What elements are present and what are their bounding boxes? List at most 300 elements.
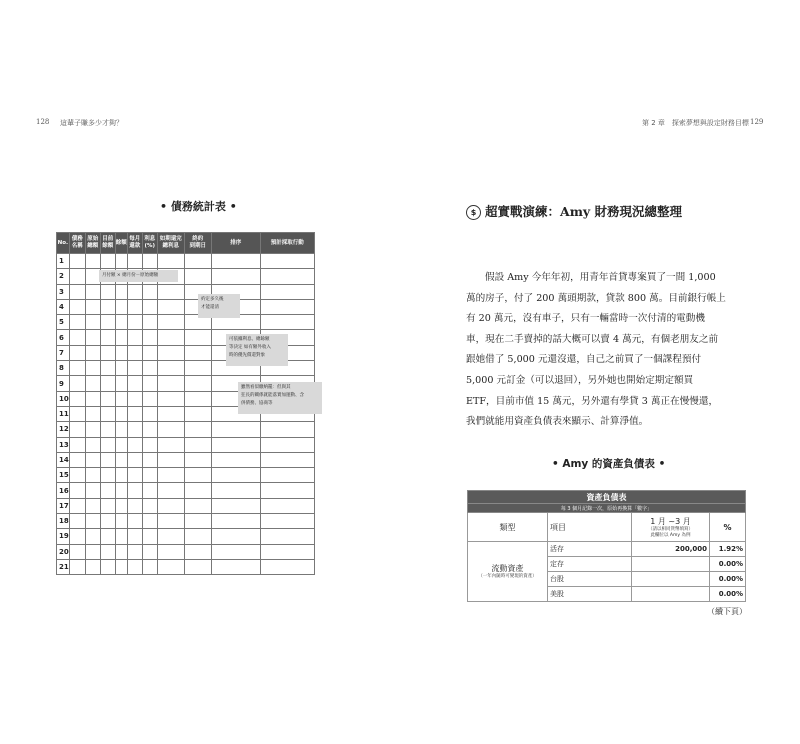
table-cell bbox=[85, 391, 100, 406]
row-number: 5 bbox=[57, 315, 70, 330]
note-line: 等決定 如有額外收入 bbox=[229, 345, 271, 350]
table-cell bbox=[69, 468, 85, 483]
table-cell bbox=[69, 299, 85, 314]
table-cell bbox=[260, 498, 314, 513]
table-cell bbox=[100, 406, 115, 421]
table-cell bbox=[100, 437, 115, 452]
col-period-note: （請以相同貨幣填寫） bbox=[648, 526, 693, 532]
table-cell bbox=[157, 315, 184, 330]
debt-column-header bbox=[100, 233, 115, 254]
table-cell bbox=[127, 284, 142, 299]
table-cell bbox=[157, 284, 184, 299]
table-cell bbox=[211, 452, 260, 467]
table-cell bbox=[69, 483, 85, 498]
table-cell bbox=[157, 559, 184, 574]
table-cell bbox=[115, 406, 127, 421]
table-cell bbox=[100, 452, 115, 467]
table-cell bbox=[157, 330, 184, 345]
table-cell bbox=[142, 406, 157, 421]
table-cell bbox=[69, 498, 85, 513]
col-period-note: 此欄位以 Amy 為例 bbox=[650, 532, 691, 538]
row-number: 10 bbox=[57, 391, 70, 406]
group-note: （一年內隨時可變現的資產） bbox=[478, 574, 537, 579]
table-cell bbox=[115, 514, 127, 529]
table-cell bbox=[211, 468, 260, 483]
table-cell bbox=[115, 422, 127, 437]
table-row bbox=[57, 544, 315, 559]
table-cell bbox=[69, 315, 85, 330]
debt-column-header bbox=[85, 233, 100, 254]
paragraph-line: 有 20 萬元，沒有車子，只有一輛當時一次付清的電動機 bbox=[466, 313, 705, 325]
table-cell bbox=[127, 452, 142, 467]
table-cell bbox=[142, 330, 157, 345]
table-cell bbox=[127, 483, 142, 498]
table-row bbox=[57, 483, 315, 498]
table-cell bbox=[142, 559, 157, 574]
table-row bbox=[57, 498, 315, 513]
table-cell bbox=[100, 376, 115, 391]
table-row bbox=[57, 284, 315, 299]
table-cell bbox=[184, 544, 211, 559]
value-cell bbox=[632, 572, 710, 587]
table-cell bbox=[211, 254, 260, 269]
table-cell bbox=[115, 468, 127, 483]
table-cell bbox=[127, 437, 142, 452]
row-number: 4 bbox=[57, 299, 70, 314]
table-row bbox=[57, 422, 315, 437]
item-cell: 定存 bbox=[548, 557, 632, 572]
table-cell bbox=[100, 330, 115, 345]
debt-column-header bbox=[157, 233, 184, 254]
table-cell bbox=[127, 315, 142, 330]
table-cell bbox=[85, 299, 100, 314]
row-number: 15 bbox=[57, 468, 70, 483]
table-cell bbox=[115, 376, 127, 391]
note-line: 時的優先償還對象 bbox=[229, 353, 265, 358]
table-row bbox=[57, 529, 315, 544]
table-cell bbox=[69, 330, 85, 345]
table-cell bbox=[85, 452, 100, 467]
table-row bbox=[57, 514, 315, 529]
table-cell bbox=[115, 437, 127, 452]
table-cell bbox=[69, 254, 85, 269]
header-line: 餘額 bbox=[102, 243, 114, 249]
left-page-number: 128 bbox=[36, 118, 50, 126]
row-number: 21 bbox=[57, 559, 70, 574]
table-cell bbox=[260, 514, 314, 529]
paragraph-line: ETF，目前市值 15 萬元，另外還有學貸 3 萬正在慢慢還， bbox=[466, 395, 719, 407]
table-cell bbox=[100, 284, 115, 299]
header-line: 預計採取行動 bbox=[270, 239, 304, 246]
table-cell bbox=[100, 468, 115, 483]
table-cell bbox=[127, 529, 142, 544]
item-cell: 美股 bbox=[548, 587, 632, 602]
table-cell bbox=[85, 529, 100, 544]
table-cell bbox=[157, 254, 184, 269]
debt-note-due-date bbox=[198, 294, 240, 318]
paragraph-line: 我們就能用資產負債表來顯示、計算淨值。 bbox=[466, 416, 649, 428]
table-cell bbox=[115, 559, 127, 574]
table-cell bbox=[100, 514, 115, 529]
table-cell bbox=[100, 315, 115, 330]
debt-table-title: • 債務統計表 • bbox=[160, 200, 237, 213]
paragraph-line: 車，現在二手賣掉的話大概可以賣 4 萬元，有個老朋友之前 bbox=[466, 333, 719, 345]
debt-column-header bbox=[115, 233, 127, 254]
debt-note-ranking bbox=[226, 334, 288, 366]
header-line: 目前 bbox=[102, 236, 114, 242]
table-cell bbox=[115, 544, 127, 559]
table-cell bbox=[127, 498, 142, 513]
table-cell bbox=[69, 529, 85, 544]
table-cell bbox=[85, 544, 100, 559]
header-line: 總利息 bbox=[162, 243, 179, 249]
table-cell bbox=[127, 468, 142, 483]
table-cell bbox=[260, 544, 314, 559]
table-cell bbox=[85, 254, 100, 269]
table-cell bbox=[184, 422, 211, 437]
paragraph-line: 假設 Amy 今年年初，用青年首貸專案買了一間 1,000 bbox=[485, 272, 716, 283]
table-cell bbox=[69, 437, 85, 452]
table-cell bbox=[184, 330, 211, 345]
col-item: 項目 bbox=[548, 513, 632, 542]
table-cell bbox=[142, 468, 157, 483]
row-number: 9 bbox=[57, 376, 70, 391]
table-cell bbox=[100, 483, 115, 498]
header-line: 利息 bbox=[144, 236, 156, 242]
table-cell bbox=[211, 498, 260, 513]
row-number: 18 bbox=[57, 514, 70, 529]
table-cell bbox=[260, 559, 314, 574]
table-cell bbox=[85, 315, 100, 330]
table-cell bbox=[260, 284, 314, 299]
table-row bbox=[57, 315, 315, 330]
table-cell bbox=[260, 483, 314, 498]
header-line: 原始 bbox=[87, 236, 99, 242]
row-number: 2 bbox=[57, 269, 70, 284]
balance-sheet-title: 資產負債表 bbox=[468, 491, 746, 504]
table-cell bbox=[115, 345, 127, 360]
table-cell bbox=[260, 529, 314, 544]
table-cell bbox=[100, 529, 115, 544]
header-line: 到期日 bbox=[189, 243, 206, 249]
table-cell bbox=[69, 391, 85, 406]
table-row bbox=[57, 468, 315, 483]
table-cell bbox=[260, 299, 314, 314]
header-line: 餘額 bbox=[115, 239, 127, 246]
table-cell bbox=[115, 254, 127, 269]
percent-cell: 0.00% bbox=[710, 587, 746, 602]
balance-sheet-subtitle: 每 3 個月記錄一次，原始再換算「數字」 bbox=[468, 504, 746, 513]
debt-note-action bbox=[238, 382, 322, 414]
row-number: 8 bbox=[57, 361, 70, 376]
table-cell bbox=[69, 269, 85, 284]
table-cell bbox=[211, 529, 260, 544]
header-line: 還款 bbox=[129, 243, 141, 249]
table-row bbox=[57, 269, 315, 284]
table-cell bbox=[184, 483, 211, 498]
table-cell bbox=[127, 345, 142, 360]
table-cell bbox=[69, 452, 85, 467]
table-cell bbox=[127, 544, 142, 559]
table-cell bbox=[142, 483, 157, 498]
section-title: 超實戰演練：Amy 財務現況總整理 bbox=[485, 204, 683, 219]
debt-column-header bbox=[127, 233, 142, 254]
percent-cell: 0.00% bbox=[710, 557, 746, 572]
table-cell bbox=[157, 361, 184, 376]
table-cell bbox=[211, 437, 260, 452]
table-cell bbox=[211, 422, 260, 437]
table-cell bbox=[127, 422, 142, 437]
table-cell bbox=[184, 514, 211, 529]
note-line: 約定多久後 bbox=[201, 297, 224, 302]
item-cell: 台股 bbox=[548, 572, 632, 587]
left-running-title: 這輩子賺多少才夠？ bbox=[60, 119, 123, 127]
debt-column-header bbox=[211, 233, 260, 254]
table-cell bbox=[127, 391, 142, 406]
paragraph-line: 5,000 元訂金（可以退回），另外她也開始定期定額買 bbox=[466, 374, 694, 386]
table-cell bbox=[69, 406, 85, 421]
table-cell bbox=[100, 299, 115, 314]
table-cell bbox=[142, 529, 157, 544]
table-cell bbox=[260, 254, 314, 269]
section-heading bbox=[466, 202, 682, 220]
table-row bbox=[57, 452, 315, 467]
table-cell bbox=[69, 514, 85, 529]
note-line: 雖然看似繳納罷：但與其 bbox=[241, 385, 291, 390]
table-cell bbox=[184, 406, 211, 421]
table-cell bbox=[211, 544, 260, 559]
table-cell bbox=[211, 559, 260, 574]
header-line: 排序 bbox=[230, 239, 242, 246]
table-cell bbox=[157, 299, 184, 314]
debt-column-header bbox=[184, 233, 211, 254]
table-cell bbox=[184, 452, 211, 467]
table-cell bbox=[115, 315, 127, 330]
row-number: 20 bbox=[57, 544, 70, 559]
table-cell bbox=[184, 468, 211, 483]
body-paragraph bbox=[466, 268, 748, 433]
col-type: 類型 bbox=[468, 513, 548, 542]
table-cell bbox=[100, 498, 115, 513]
dollar-icon: $ bbox=[466, 205, 481, 220]
debt-column-header bbox=[142, 233, 157, 254]
table-cell bbox=[142, 361, 157, 376]
table-cell bbox=[142, 299, 157, 314]
row-number: 11 bbox=[57, 406, 70, 421]
table-row bbox=[57, 559, 315, 574]
table-cell bbox=[184, 361, 211, 376]
table-row bbox=[468, 542, 746, 557]
table-cell bbox=[184, 269, 211, 284]
table-cell bbox=[100, 361, 115, 376]
table-cell bbox=[157, 529, 184, 544]
table-cell bbox=[127, 254, 142, 269]
table-cell bbox=[127, 376, 142, 391]
table-cell bbox=[115, 361, 127, 376]
table-cell bbox=[127, 559, 142, 574]
row-number: 6 bbox=[57, 330, 70, 345]
table-cell bbox=[115, 284, 127, 299]
percent-cell: 0.00% bbox=[710, 572, 746, 587]
table-cell bbox=[184, 345, 211, 360]
header-line: 終約 bbox=[192, 236, 204, 242]
table-cell bbox=[115, 391, 127, 406]
table-cell bbox=[100, 345, 115, 360]
table-row bbox=[57, 254, 315, 269]
row-number: 13 bbox=[57, 437, 70, 452]
table-cell bbox=[69, 345, 85, 360]
table-cell bbox=[142, 514, 157, 529]
table-cell bbox=[100, 422, 115, 437]
note-line: 才能還清 bbox=[201, 305, 219, 310]
percent-cell: 1.92% bbox=[710, 542, 746, 557]
table-cell bbox=[85, 406, 100, 421]
table-cell bbox=[142, 498, 157, 513]
table-cell bbox=[184, 529, 211, 544]
table-cell bbox=[85, 514, 100, 529]
table-cell bbox=[184, 391, 211, 406]
table-cell bbox=[211, 483, 260, 498]
debt-column-header bbox=[260, 233, 314, 254]
table-cell bbox=[69, 559, 85, 574]
table-cell bbox=[85, 330, 100, 345]
table-cell bbox=[69, 422, 85, 437]
table-cell bbox=[142, 284, 157, 299]
table-cell bbox=[69, 361, 85, 376]
table-cell bbox=[100, 559, 115, 574]
row-number: 14 bbox=[57, 452, 70, 467]
right-page-number: 129 bbox=[750, 118, 764, 126]
table-cell bbox=[184, 498, 211, 513]
table-cell bbox=[142, 422, 157, 437]
table-cell bbox=[142, 437, 157, 452]
table-cell bbox=[85, 468, 100, 483]
debt-note-total-interest: 月付額 × 總月份－原始總額 bbox=[99, 270, 178, 282]
table-cell bbox=[85, 437, 100, 452]
table-cell bbox=[142, 452, 157, 467]
table-cell bbox=[115, 452, 127, 467]
balance-sheet-table bbox=[467, 490, 746, 602]
table-cell bbox=[142, 315, 157, 330]
table-cell bbox=[100, 544, 115, 559]
table-cell bbox=[100, 254, 115, 269]
table-cell bbox=[115, 529, 127, 544]
table-cell bbox=[260, 269, 314, 284]
table-cell bbox=[69, 376, 85, 391]
table-row bbox=[57, 437, 315, 452]
table-cell bbox=[184, 376, 211, 391]
table-cell bbox=[260, 452, 314, 467]
note-line: 可依據利息、總餘額 bbox=[229, 337, 270, 342]
header-line: 總額 bbox=[87, 243, 99, 249]
continued-label: （續下頁） bbox=[707, 607, 747, 616]
table-row bbox=[57, 299, 315, 314]
row-number: 17 bbox=[57, 498, 70, 513]
value-cell bbox=[632, 557, 710, 572]
col-period bbox=[632, 513, 710, 542]
table-cell bbox=[157, 437, 184, 452]
table-cell bbox=[260, 315, 314, 330]
table-cell bbox=[142, 376, 157, 391]
table-cell bbox=[85, 284, 100, 299]
table-cell bbox=[157, 345, 184, 360]
item-cell: 活存 bbox=[548, 542, 632, 557]
table-cell bbox=[184, 437, 211, 452]
debt-column-header bbox=[69, 233, 85, 254]
table-cell bbox=[115, 299, 127, 314]
col-no: No. bbox=[57, 233, 70, 254]
note-line: 併債務、協商等 bbox=[241, 401, 273, 406]
table-cell bbox=[85, 498, 100, 513]
table-cell bbox=[127, 406, 142, 421]
value-cell: 200,000 bbox=[632, 542, 710, 557]
group-cell bbox=[468, 542, 548, 602]
table-cell bbox=[260, 437, 314, 452]
table-cell bbox=[127, 299, 142, 314]
table-cell bbox=[85, 345, 100, 360]
table-cell bbox=[184, 254, 211, 269]
header-line: 每月 bbox=[129, 236, 141, 242]
paragraph-line: 跟她借了 5,000 元還沒還，自己之前買了一個課程預付 bbox=[466, 354, 702, 366]
table-cell bbox=[85, 559, 100, 574]
table-cell bbox=[85, 376, 100, 391]
table-cell bbox=[157, 468, 184, 483]
table-cell bbox=[115, 330, 127, 345]
value-cell bbox=[632, 587, 710, 602]
row-number: 1 bbox=[57, 254, 70, 269]
table-cell bbox=[157, 483, 184, 498]
balance-sheet-caption: • Amy 的資產負債表 • bbox=[552, 458, 666, 470]
table-cell bbox=[184, 559, 211, 574]
table-cell bbox=[157, 376, 184, 391]
paragraph-line: 萬的房子，付了 200 萬頭期款，貸款 800 萬。目前銀行帳上 bbox=[466, 292, 726, 304]
col-period-label: 1 月 ~3 月 bbox=[650, 516, 691, 526]
table-cell bbox=[127, 361, 142, 376]
note-line: 狂長的關係就能落實加運動、含 bbox=[241, 393, 304, 398]
table-cell bbox=[85, 483, 100, 498]
right-chapter-title: 第 2 章 探索夢想與設定財務目標 bbox=[642, 119, 749, 127]
table-cell bbox=[127, 514, 142, 529]
table-cell bbox=[211, 514, 260, 529]
header-line: (%) bbox=[144, 243, 156, 249]
col-percent: % bbox=[710, 513, 746, 542]
table-cell bbox=[142, 345, 157, 360]
table-cell bbox=[260, 422, 314, 437]
table-cell bbox=[260, 468, 314, 483]
table-cell bbox=[157, 514, 184, 529]
table-cell bbox=[142, 544, 157, 559]
row-number: 7 bbox=[57, 345, 70, 360]
table-cell bbox=[115, 483, 127, 498]
table-cell bbox=[115, 498, 127, 513]
table-cell bbox=[211, 269, 260, 284]
row-number: 3 bbox=[57, 284, 70, 299]
table-cell bbox=[85, 269, 100, 284]
table-cell bbox=[142, 391, 157, 406]
table-cell bbox=[157, 422, 184, 437]
table-cell bbox=[85, 361, 100, 376]
table-cell bbox=[157, 498, 184, 513]
row-number: 16 bbox=[57, 483, 70, 498]
table-cell bbox=[69, 284, 85, 299]
header-line: 債務 bbox=[71, 236, 83, 242]
table-cell bbox=[157, 452, 184, 467]
table-cell bbox=[142, 254, 157, 269]
group-label: 流動資產 bbox=[491, 564, 524, 573]
table-cell bbox=[157, 391, 184, 406]
table-cell bbox=[127, 330, 142, 345]
header-line: 如期還完 bbox=[159, 236, 182, 242]
